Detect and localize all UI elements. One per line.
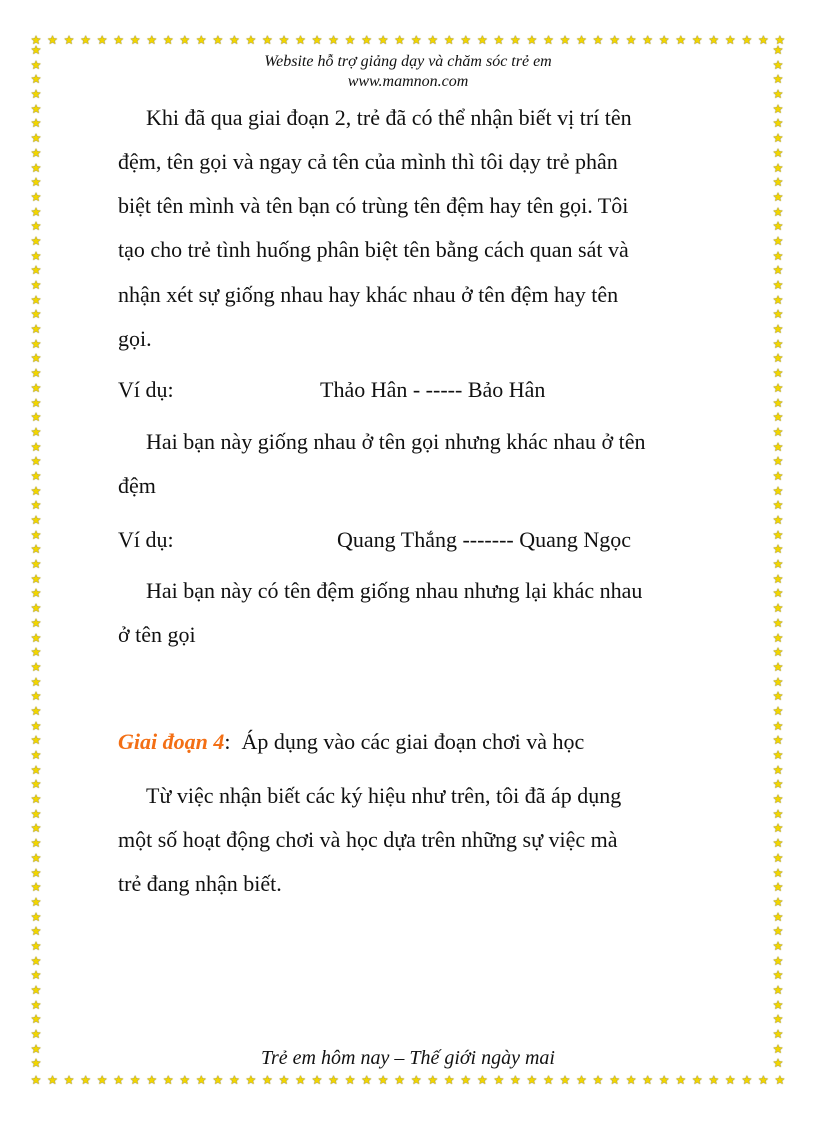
border-star-icon: ★ — [443, 1073, 455, 1087]
border-star-icon: ★ — [772, 439, 784, 454]
border-star-icon: ★ — [772, 204, 784, 219]
border-star-icon: ★ — [30, 424, 42, 439]
paragraph-3-line-1: Hai bạn này có tên đệm giống nhau nhưng lại khác nhau — [146, 578, 643, 603]
border-star-icon: ★ — [772, 792, 784, 807]
border-star-icon: ★ — [328, 1073, 339, 1087]
border-star-icon: ★ — [757, 1073, 769, 1087]
border-star-icon: ★ — [609, 1073, 620, 1087]
stage-4-heading — [118, 729, 718, 755]
border-star-icon: ★ — [675, 1073, 687, 1087]
border-star-icon: ★ — [30, 821, 42, 836]
example-2-label: Ví dụ: — [118, 527, 174, 552]
border-star-icon: ★ — [30, 57, 42, 72]
border-star-icon: ★ — [30, 806, 42, 821]
border-star-icon: ★ — [30, 733, 42, 748]
paragraph-1-line-2: đệm, tên gọi và ngay cả tên của mình thì tôi dạy trẻ phân — [118, 149, 618, 174]
border-star-icon: ★ — [772, 689, 784, 704]
border-star-icon: ★ — [410, 33, 422, 47]
border-star-icon: ★ — [772, 57, 784, 72]
paragraph-4-line-2: một số hoạt động chơi và học dựa trên những sự việc mà — [118, 827, 618, 852]
border-star-icon: ★ — [377, 33, 389, 47]
border-star-icon: ★ — [772, 483, 784, 498]
border-star-icon: ★ — [526, 1073, 538, 1087]
paragraph-1-line-6: gọi. — [118, 326, 152, 351]
border-star-icon: ★ — [80, 33, 91, 47]
page-header — [0, 52, 816, 92]
border-star-icon: ★ — [772, 87, 784, 102]
border-star-icon: ★ — [30, 953, 42, 968]
border-star-icon: ★ — [658, 1073, 670, 1087]
border-star-icon: ★ — [757, 33, 769, 47]
border-star-icon: ★ — [576, 1073, 587, 1087]
border-bottom — [30, 1074, 786, 1088]
border-star-icon: ★ — [30, 748, 42, 762]
border-star-icon: ★ — [476, 1073, 488, 1087]
border-star-icon: ★ — [772, 380, 784, 395]
border-star-icon: ★ — [543, 33, 554, 47]
border-star-icon: ★ — [30, 145, 42, 160]
border-star-icon: ★ — [278, 1073, 290, 1087]
border-star-icon: ★ — [30, 336, 42, 351]
border-star-icon: ★ — [691, 33, 703, 47]
stage-4-title: Áp dụng vào các giai đoạn chơi và học — [241, 729, 585, 754]
border-star-icon: ★ — [30, 659, 42, 674]
paragraph-2-line-2: đệm — [118, 473, 156, 498]
border-star-icon: ★ — [774, 1073, 786, 1087]
border-star-icon: ★ — [510, 33, 521, 47]
border-star-icon: ★ — [30, 527, 42, 542]
border-star-icon: ★ — [30, 351, 42, 366]
border-star-icon: ★ — [30, 278, 42, 292]
border-star-icon: ★ — [30, 703, 42, 718]
border-star-icon: ★ — [772, 571, 784, 586]
border-star-icon: ★ — [113, 33, 125, 47]
border-star-icon: ★ — [443, 33, 455, 47]
paragraph-2-line-1: Hai bạn này giống nhau ở tên gọi nhưng khác nhau ở tên — [146, 429, 646, 454]
border-star-icon: ★ — [772, 322, 784, 337]
border-star-icon: ★ — [476, 33, 488, 47]
border-star-icon: ★ — [245, 33, 257, 47]
border-star-icon: ★ — [262, 33, 273, 47]
border-star-icon: ★ — [228, 1073, 240, 1087]
border-star-icon: ★ — [162, 1073, 174, 1087]
border-star-icon: ★ — [708, 1073, 720, 1087]
border-star-icon: ★ — [724, 1073, 736, 1087]
border-star-icon: ★ — [772, 659, 784, 674]
border-star-icon: ★ — [772, 615, 784, 630]
paragraph-4-line-3: trẻ đang nhận biết. — [118, 871, 282, 896]
border-star-icon: ★ — [772, 645, 784, 660]
border-star-icon: ★ — [63, 33, 75, 47]
border-star-icon: ★ — [772, 865, 784, 880]
border-star-icon: ★ — [129, 33, 141, 47]
border-star-icon: ★ — [772, 806, 784, 821]
border-star-icon: ★ — [772, 909, 784, 924]
border-star-icon: ★ — [741, 33, 753, 47]
border-star-icon: ★ — [328, 33, 339, 47]
border-star-icon: ★ — [30, 542, 42, 557]
border-star-icon: ★ — [772, 116, 784, 131]
border-star-icon: ★ — [212, 33, 224, 47]
border-star-icon: ★ — [30, 439, 42, 454]
border-star-icon: ★ — [30, 513, 42, 527]
stage-4-label: Giai đoạn 4 — [118, 729, 225, 754]
border-star-icon: ★ — [772, 248, 784, 263]
border-star-icon: ★ — [772, 336, 784, 351]
border-star-icon: ★ — [30, 997, 42, 1012]
paragraph-1-line-4: tạo cho trẻ tình huống phân biệt tên bằng cách quan sát và — [118, 237, 629, 262]
border-star-icon: ★ — [30, 1056, 42, 1071]
border-star-icon: ★ — [30, 131, 42, 146]
border-star-icon: ★ — [195, 33, 207, 47]
border-star-icon: ★ — [30, 395, 42, 410]
border-star-icon: ★ — [772, 454, 784, 469]
border-star-icon: ★ — [772, 586, 784, 601]
border-star-icon: ★ — [772, 410, 784, 425]
border-star-icon: ★ — [772, 748, 784, 762]
border-star-icon: ★ — [47, 33, 58, 47]
border-star-icon: ★ — [30, 219, 42, 234]
border-star-icon: ★ — [772, 557, 784, 572]
border-star-icon: ★ — [772, 366, 784, 381]
border-star-icon: ★ — [543, 1073, 554, 1087]
border-star-icon: ★ — [30, 645, 42, 660]
header-url: www.mamnon.com — [347, 73, 469, 90]
border-star-icon: ★ — [772, 968, 784, 983]
border-star-icon: ★ — [295, 1073, 306, 1087]
border-star-icon: ★ — [30, 233, 42, 248]
border-star-icon: ★ — [30, 894, 42, 909]
border-star-icon: ★ — [559, 33, 571, 47]
border-star-icon: ★ — [691, 1073, 703, 1087]
border-star-icon: ★ — [30, 468, 42, 483]
border-star-icon: ★ — [30, 850, 42, 865]
border-star-icon: ★ — [772, 498, 784, 513]
border-star-icon: ★ — [724, 33, 736, 47]
paragraph-1-line-3: biệt tên mình và tên bạn có trùng tên đệm hay tên gọi. Tôi — [118, 193, 629, 218]
border-star-icon: ★ — [772, 468, 784, 483]
border-star-icon: ★ — [30, 674, 42, 689]
border-star-icon: ★ — [772, 850, 784, 865]
border-star-icon: ★ — [344, 33, 356, 47]
paragraph-4-line-1: Từ việc nhận biết các ký hiệu như trên, tôi đã áp dụng — [146, 783, 622, 808]
border-star-icon: ★ — [592, 1073, 604, 1087]
border-star-icon: ★ — [278, 33, 290, 47]
border-star-icon: ★ — [772, 983, 784, 997]
border-star-icon: ★ — [576, 33, 587, 47]
example-2-names: Quang Thắng ------- Quang Ngọc — [337, 527, 632, 552]
border-star-icon: ★ — [377, 1073, 389, 1087]
border-star-icon: ★ — [493, 1073, 505, 1087]
border-star-icon: ★ — [30, 1012, 42, 1027]
example-1-label: Ví dụ: — [118, 377, 174, 402]
border-star-icon: ★ — [772, 131, 784, 146]
border-star-icon: ★ — [179, 33, 191, 47]
border-star-icon: ★ — [30, 689, 42, 704]
border-star-icon: ★ — [311, 33, 323, 47]
paragraph-1-line-5: nhận xét sự giống nhau hay khác nhau ở tên đệm hay tên — [118, 282, 619, 307]
border-star-icon: ★ — [295, 33, 306, 47]
border-star-icon: ★ — [772, 601, 784, 616]
border-star-icon: ★ — [30, 909, 42, 924]
border-star-icon: ★ — [675, 33, 687, 47]
border-star-icon: ★ — [30, 498, 42, 513]
border-top — [30, 34, 786, 48]
border-star-icon: ★ — [113, 1073, 125, 1087]
border-star-icon: ★ — [772, 1041, 784, 1056]
border-star-icon: ★ — [772, 880, 784, 895]
stage-4-separator: : — [224, 729, 231, 754]
border-star-icon: ★ — [96, 1073, 108, 1087]
border-star-icon: ★ — [774, 33, 786, 47]
border-star-icon: ★ — [30, 586, 42, 601]
border-star-icon: ★ — [212, 1073, 224, 1087]
border-star-icon: ★ — [162, 33, 174, 47]
border-star-icon: ★ — [772, 395, 784, 410]
border-star-icon: ★ — [47, 1073, 58, 1087]
border-star-icon: ★ — [30, 72, 42, 87]
border-star-icon: ★ — [772, 43, 784, 57]
border-star-icon: ★ — [30, 483, 42, 498]
border-star-icon: ★ — [772, 630, 784, 645]
border-star-icon: ★ — [772, 72, 784, 87]
border-star-icon: ★ — [30, 263, 42, 278]
border-star-icon: ★ — [30, 248, 42, 263]
border-star-icon: ★ — [772, 351, 784, 366]
border-star-icon: ★ — [30, 792, 42, 807]
border-star-icon: ★ — [772, 307, 784, 322]
border-star-icon: ★ — [30, 189, 42, 204]
border-star-icon: ★ — [772, 821, 784, 836]
border-star-icon: ★ — [30, 880, 42, 895]
border-star-icon: ★ — [30, 454, 42, 469]
example-1-names: Thảo Hân - ----- Bảo Hân — [320, 377, 546, 402]
border-right — [772, 44, 786, 1070]
border-star-icon: ★ — [772, 101, 784, 116]
border-star-icon: ★ — [772, 263, 784, 278]
border-star-icon: ★ — [708, 33, 720, 47]
border-star-icon: ★ — [427, 1073, 439, 1087]
border-star-icon: ★ — [772, 160, 784, 175]
border-star-icon: ★ — [772, 542, 784, 557]
border-star-icon: ★ — [772, 762, 784, 777]
border-star-icon: ★ — [772, 953, 784, 968]
page-footer: Trẻ em hôm nay – Thế giới ngày mai — [261, 1047, 555, 1069]
border-star-icon: ★ — [772, 1012, 784, 1027]
border-star-icon: ★ — [30, 175, 42, 190]
border-star-icon: ★ — [311, 1073, 323, 1087]
border-star-icon: ★ — [30, 924, 42, 939]
border-star-icon: ★ — [30, 292, 42, 307]
border-star-icon: ★ — [30, 601, 42, 616]
border-star-icon: ★ — [80, 1073, 91, 1087]
border-star-icon: ★ — [30, 366, 42, 381]
border-star-icon: ★ — [361, 1073, 372, 1087]
border-star-icon: ★ — [772, 527, 784, 542]
border-star-icon: ★ — [658, 33, 670, 47]
border-star-icon: ★ — [741, 1073, 753, 1087]
border-star-icon: ★ — [772, 424, 784, 439]
border-star-icon: ★ — [772, 278, 784, 292]
border-star-icon: ★ — [460, 33, 472, 47]
border-star-icon: ★ — [772, 777, 784, 792]
border-star-icon: ★ — [30, 33, 42, 47]
paragraph-3-line-2: ở tên gọi — [118, 622, 196, 647]
border-star-icon: ★ — [772, 219, 784, 234]
border-star-icon: ★ — [262, 1073, 273, 1087]
border-star-icon: ★ — [772, 1056, 784, 1071]
border-star-icon: ★ — [63, 1073, 75, 1087]
border-star-icon: ★ — [228, 33, 240, 47]
border-star-icon: ★ — [30, 322, 42, 337]
header-website-line: Website hỗ trợ giảng dạy và chăm sóc trẻ em — [264, 53, 552, 70]
border-star-icon: ★ — [30, 762, 42, 777]
border-star-icon: ★ — [30, 1027, 42, 1042]
border-star-icon: ★ — [642, 1073, 654, 1087]
border-star-icon: ★ — [96, 33, 108, 47]
border-star-icon: ★ — [30, 87, 42, 102]
border-star-icon: ★ — [30, 1041, 42, 1056]
border-star-icon: ★ — [30, 938, 42, 953]
border-star-icon: ★ — [559, 1073, 571, 1087]
border-star-icon: ★ — [772, 997, 784, 1012]
border-star-icon: ★ — [30, 101, 42, 116]
border-star-icon: ★ — [245, 1073, 257, 1087]
border-star-icon: ★ — [592, 33, 604, 47]
border-star-icon: ★ — [30, 836, 42, 851]
border-star-icon: ★ — [772, 836, 784, 851]
border-star-icon: ★ — [526, 33, 538, 47]
border-star-icon: ★ — [772, 145, 784, 160]
border-star-icon: ★ — [30, 630, 42, 645]
border-star-icon: ★ — [30, 777, 42, 792]
border-star-icon: ★ — [344, 1073, 356, 1087]
border-star-icon: ★ — [30, 116, 42, 131]
border-star-icon: ★ — [30, 983, 42, 997]
border-star-icon: ★ — [772, 924, 784, 939]
border-star-icon: ★ — [772, 292, 784, 307]
border-star-icon: ★ — [30, 968, 42, 983]
border-star-icon: ★ — [609, 33, 620, 47]
border-star-icon: ★ — [30, 380, 42, 395]
border-star-icon: ★ — [772, 733, 784, 748]
border-star-icon: ★ — [394, 1073, 406, 1087]
border-star-icon: ★ — [772, 674, 784, 689]
border-star-icon: ★ — [30, 557, 42, 572]
border-star-icon: ★ — [146, 33, 158, 47]
border-star-icon: ★ — [772, 718, 784, 733]
border-star-icon: ★ — [30, 410, 42, 425]
border-star-icon: ★ — [30, 865, 42, 880]
border-star-icon: ★ — [30, 1073, 42, 1087]
border-star-icon: ★ — [30, 204, 42, 219]
border-star-icon: ★ — [772, 1027, 784, 1042]
border-star-icon: ★ — [772, 513, 784, 527]
border-star-icon: ★ — [772, 175, 784, 190]
border-star-icon: ★ — [30, 718, 42, 733]
border-star-icon: ★ — [129, 1073, 141, 1087]
border-star-icon: ★ — [642, 33, 654, 47]
border-star-icon: ★ — [772, 233, 784, 248]
border-star-icon: ★ — [30, 307, 42, 322]
border-star-icon: ★ — [30, 615, 42, 630]
border-star-icon: ★ — [146, 1073, 158, 1087]
border-star-icon: ★ — [772, 938, 784, 953]
border-star-icon: ★ — [195, 1073, 207, 1087]
paragraph-1-line-1: Khi đã qua giai đoạn 2, trẻ đã có thể nhận biết vị trí tên — [146, 105, 632, 130]
border-star-icon: ★ — [625, 33, 637, 47]
border-star-icon: ★ — [30, 160, 42, 175]
border-star-icon: ★ — [427, 33, 439, 47]
border-star-icon: ★ — [510, 1073, 521, 1087]
border-star-icon: ★ — [493, 33, 505, 47]
border-star-icon: ★ — [30, 571, 42, 586]
border-left — [30, 44, 44, 1070]
border-star-icon: ★ — [30, 43, 42, 57]
border-star-icon: ★ — [772, 189, 784, 204]
border-star-icon: ★ — [394, 33, 406, 47]
border-star-icon: ★ — [625, 1073, 637, 1087]
border-star-icon: ★ — [772, 894, 784, 909]
border-star-icon: ★ — [772, 703, 784, 718]
border-star-icon: ★ — [179, 1073, 191, 1087]
border-star-icon: ★ — [361, 33, 372, 47]
border-star-icon: ★ — [460, 1073, 472, 1087]
border-star-icon: ★ — [410, 1073, 422, 1087]
